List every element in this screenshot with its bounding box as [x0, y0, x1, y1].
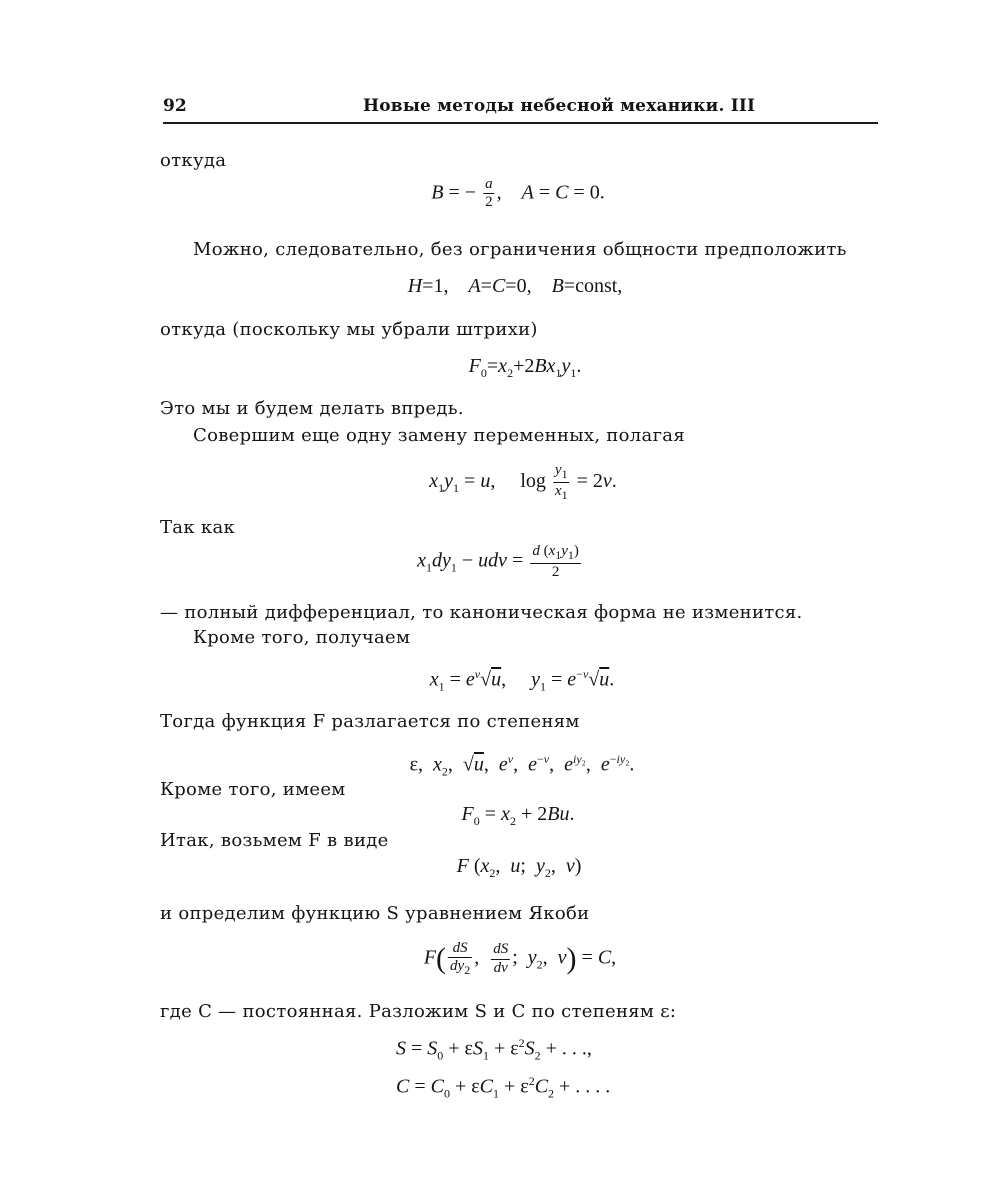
- formula-7: ε, $x_2$, √u, $e^v$, $e^{-v}$, $e^{iy_2}$, $e^{-iy_2}$.: [409, 752, 635, 779]
- formula-8: $F_0 = x_2 + 2Bu$.: [461, 803, 575, 828]
- page-number: 92: [163, 96, 187, 116]
- formula-6: $x_1 = e^v√u$, $y_1 = e^{-v}√u$.: [429, 667, 615, 694]
- formula-5: $x_1dy_1$ − udv = $\frac{d (x_1y_1)}{2}$: [417, 543, 579, 580]
- paragraph-10: Кроме того, имеем: [160, 779, 346, 800]
- paragraph-7: — полный дифференциал, то каноническая форма не изменится.: [160, 602, 803, 623]
- running-title: Новые методы небесной механики. III: [363, 96, 756, 116]
- paragraph-6: Так как: [160, 517, 236, 538]
- paragraph-12: и определим функцию S уравнением Якоби: [160, 903, 590, 924]
- formula-3: $F_0=x_2+2Bx_1y_1$.: [468, 355, 582, 380]
- formula-2: H=1, A=C=0, B=const,: [407, 275, 623, 297]
- paragraph-5: Совершим еще одну замену переменных, полагая: [193, 425, 685, 446]
- paragraph-8: Кроме того, получаем: [193, 627, 411, 648]
- paragraph-2: Можно, следовательно, без ограничения общности предположить: [193, 239, 847, 260]
- formula-4: $x_1y_1 = u$, log $\frac{y_1}{x_1}$ = 2v.: [429, 462, 617, 502]
- paragraph-1: откуда: [160, 150, 227, 171]
- formula-12: $C = C_0 + \varepsilon C_1 + \varepsilon^2C_2$ + . . . .: [396, 1074, 611, 1101]
- page-header: [163, 96, 878, 124]
- paragraph-11: Итак, возьмем F в виде: [160, 830, 389, 851]
- paragraph-13: где C — постоянная. Разложим S и C по степеням ε:: [160, 1001, 677, 1022]
- paragraph-9: Тогда функция F разлагается по степеням: [160, 711, 580, 732]
- paragraph-4: Это мы и будем делать впредь.: [160, 398, 464, 419]
- formula-1: B = − $\frac{a}{2}$ , A = C = 0.: [431, 176, 605, 211]
- formula-11: $S = S_0 + \varepsilon S_1 + \varepsilon^2S_2$ + . . .,: [396, 1036, 592, 1063]
- formula-9: F ($x_2$, u; $y_2$, v): [456, 855, 582, 880]
- paragraph-3: откуда (поскольку мы убрали штрихи): [160, 319, 538, 340]
- formula-10: F( $\frac{dS}{dy_2}$ , $\frac{dS}{dv}$ ; $y_2$, v) = C,: [423, 940, 617, 978]
